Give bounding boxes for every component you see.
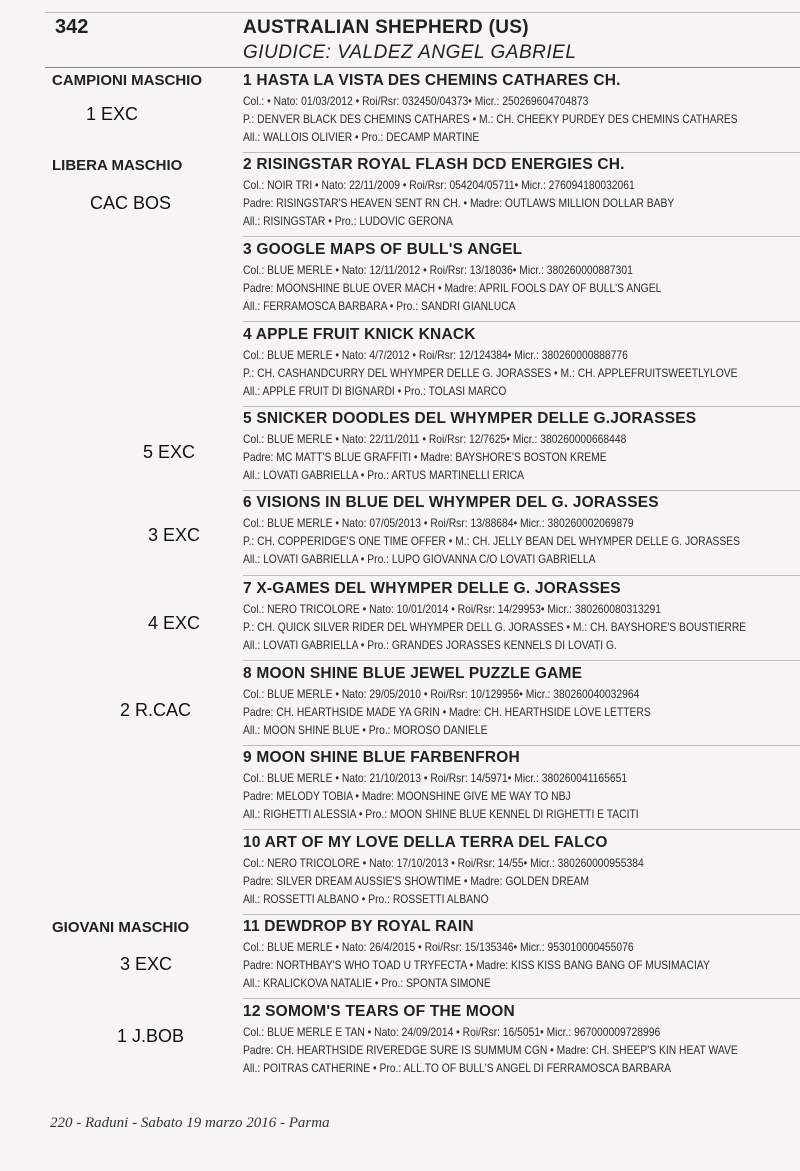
entry-title: 1 HASTA LA VISTA DES CHEMINS CATHARES CH. (243, 72, 621, 89)
result-entry-8: 2 R.CAC (120, 700, 192, 720)
entry-7 (243, 580, 793, 654)
entry-details: Col.: BLUE MERLE E TAN • Nato: 24/09/2014 • Roi/Rsr: 16/5051• Micr.: 967000009728996 (243, 1025, 661, 1039)
entry-breeder: All.: LOVATI GABRIELLA • Pro.: LUPO GIOVANNA C/O LOVATI GABRIELLA (243, 552, 596, 566)
entry-parents: P.: DENVER BLACK DES CHEMINS CATHARES • M.: CH. CHEEKY PURDEY DES CHEMINS CATHARES (243, 112, 738, 126)
entry-parents: Padre: MOONSHINE BLUE OVER MACH • Madre: APRIL FOOLS DAY OF BULL'S ANGEL (243, 281, 662, 295)
entry-details: Col.: BLUE MERLE • Nato: 21/10/2013 • Roi/Rsr: 14/5971• Micr.: 380260041165651 (243, 771, 628, 785)
result-entry-6: 3 EXC (148, 525, 201, 545)
class-label-giovani: GIOVANI MASCHIO (52, 919, 190, 936)
result-entry-12: 1 J.BOB (117, 1026, 185, 1046)
entry-title: 5 SNICKER DOODLES DEL WHYMPER DELLE G.JORASSES (243, 410, 697, 427)
entry-parents: Padre: SILVER DREAM AUSSIE'S SHOWTIME • Madre: GOLDEN DREAM (243, 874, 590, 888)
entry-breeder: All.: KRALICKOVA NATALIE • Pro.: SPONTA SIMONE (243, 976, 491, 990)
result-entry-5: 5 EXC (143, 442, 196, 462)
entry-details: Col.: BLUE MERLE • Nato: 4/7/2012 • Roi/Rsr: 12/124384• Micr.: 380260000888776 (243, 348, 628, 362)
entry-divider (243, 490, 800, 491)
entry-parents: Padre: CH. HEARTHSIDE RIVEREDGE SURE IS SUMMUM CGN • Madre: CH. SHEEP'S KIN HEAT WAVE (243, 1043, 738, 1057)
entry-breeder: All.: POITRAS CATHERINE • Pro.: ALL.TO OF BULL'S ANGEL DI FERRAMOSCA BARBARA (243, 1061, 672, 1075)
entry-6 (243, 494, 793, 568)
entry-divider (243, 914, 800, 915)
entry-title: 12 SOMOM'S TEARS OF THE MOON (243, 1003, 515, 1020)
entry-parents: Padre: RISINGSTAR'S HEAVEN SENT RN CH. • Madre: OUTLAWS MILLION DOLLAR BABY (243, 196, 675, 210)
entry-details: Col.: • Nato: 01/03/2012 • Roi/Rsr: 032450/04373• Micr.: 250269604704873 (243, 94, 589, 108)
result-entry-2: CAC BOS (90, 193, 172, 213)
entry-11 (243, 918, 793, 992)
entry-details: Col.: NERO TRICOLORE • Nato: 17/10/2013 • Roi/Rsr: 14/55• Micr.: 380260000955384 (243, 856, 644, 870)
entry-title: 11 DEWDROP BY ROYAL RAIN (243, 918, 474, 935)
entry-breeder: All.: MOON SHINE BLUE • Pro.: MOROSO DANIELE (243, 723, 488, 737)
entry-4 (243, 326, 793, 400)
entry-divider (243, 745, 800, 746)
entry-details: Col.: BLUE MERLE • Nato: 12/11/2012 • Roi/Rsr: 13/18036• Micr.: 380260000887301 (243, 263, 633, 277)
entry-details: Col.: NOIR TRI • Nato: 22/11/2009 • Roi/Rsr: 054204/05711• Micr.: 276094180032061 (243, 178, 635, 192)
entry-12 (243, 1003, 793, 1077)
result-entry-1: 1 EXC (86, 104, 139, 124)
entry-title: 8 MOON SHINE BLUE JEWEL PUZZLE GAME (243, 665, 583, 682)
entry-parents: P.: CH. QUICK SILVER RIDER DEL WHYMPER DELL G. JORASSES • M.: CH. BAYSHORE'S BOUSTIERRE (243, 620, 747, 634)
entry-title: 2 RISINGSTAR ROYAL FLASH DCD ENERGIES CH. (243, 156, 625, 173)
entry-breeder: All.: WALLOIS OLIVIER • Pro.: DECAMP MARTINE (243, 130, 480, 144)
entry-divider (243, 829, 800, 830)
header-rule (45, 67, 800, 68)
entry-parents: P.: CH. CASHANDCURRY DEL WHYMPER DELLE G. JORASSES • M.: CH. APPLEFRUITSWEETLYLOVE (243, 366, 738, 380)
entry-9 (243, 749, 793, 823)
entry-parents: Padre: MC MATT'S BLUE GRAFFITI • Madre: BAYSHORE'S BOSTON KREME (243, 450, 607, 464)
entry-breeder: All.: ROSSETTI ALBANO • Pro.: ROSSETTI ALBANO (243, 892, 489, 906)
entry-parents: Padre: CH. HEARTHSIDE MADE YA GRIN • Madre: CH. HEARTHSIDE LOVE LETTERS (243, 705, 651, 719)
entry-breeder: All.: RISINGSTAR • Pro.: LUDOVIC GERONA (243, 214, 453, 228)
page-number: 342 (55, 16, 89, 38)
entry-parents: Padre: NORTHBAY'S WHO TOAD U TRYFECTA • Madre: KISS KISS BANG BANG OF MUSIMACIAY (243, 958, 710, 972)
top-rule (45, 12, 800, 13)
entry-10 (243, 834, 793, 908)
entry-breeder: All.: RIGHETTI ALESSIA • Pro.: MOON SHINE BLUE KENNEL DI RIGHETTI E TACITI (243, 807, 639, 821)
entry-breeder: All.: LOVATI GABRIELLA • Pro.: ARTUS MARTINELLI ERICA (243, 468, 525, 482)
entry-parents: P.: CH. COPPERIDGE'S ONE TIME OFFER • M.: CH. JELLY BEAN DEL WHYMPER DELLE G. JORASSES (243, 534, 741, 548)
entry-divider (243, 998, 800, 999)
entry-parents: Padre: MELODY TOBIA • Madre: MOONSHINE GIVE ME WAY TO NBJ (243, 789, 571, 803)
entry-details: Col.: BLUE MERLE • Nato: 29/05/2010 • Roi/Rsr: 10/129956• Micr.: 380260040032964 (243, 687, 640, 701)
entry-title: 10 ART OF MY LOVE DELLA TERRA DEL FALCO (243, 834, 608, 851)
entry-title: 7 X-GAMES DEL WHYMPER DELLE G. JORASSES (243, 580, 621, 597)
entry-3 (243, 241, 793, 315)
entry-title: 3 GOOGLE MAPS OF BULL'S ANGEL (243, 241, 523, 258)
entry-breeder: All.: FERRAMOSCA BARBARA • Pro.: SANDRI GIANLUCA (243, 299, 516, 313)
result-entry-7: 4 EXC (148, 613, 201, 633)
entry-details: Col.: BLUE MERLE • Nato: 07/05/2013 • Roi/Rsr: 13/88684• Micr.: 380260002069879 (243, 516, 634, 530)
entry-divider (243, 321, 800, 322)
entry-title: 4 APPLE FRUIT KNICK KNACK (243, 326, 476, 343)
entry-8 (243, 665, 793, 739)
entry-breeder: All.: APPLE FRUIT DI BIGNARDI • Pro.: TOLASI MARCO (243, 384, 507, 398)
entry-title: 6 VISIONS IN BLUE DEL WHYMPER DEL G. JORASSES (243, 494, 659, 511)
entry-details: Col.: NERO TRICOLORE • Nato: 10/01/2014 • Roi/Rsr: 14/29953• Micr.: 380260080313291 (243, 602, 661, 616)
judge-name: GIUDICE: VALDEZ ANGEL GABRIEL (243, 42, 577, 63)
entry-breeder: All.: LOVATI GABRIELLA • Pro.: GRANDES JORASSES KENNELS DI LOVATI G. (243, 638, 617, 652)
entry-5 (243, 410, 793, 484)
entry-title: 9 MOON SHINE BLUE FARBENFROH (243, 749, 520, 766)
entry-2 (243, 156, 793, 230)
entry-divider (243, 152, 800, 153)
entry-details: Col.: BLUE MERLE • Nato: 22/11/2011 • Roi/Rsr: 12/7625• Micr.: 380260000668448 (243, 432, 627, 446)
entry-divider (243, 660, 800, 661)
breed-title: AUSTRALIAN SHEPHERD (US) (243, 17, 529, 38)
entry-1 (243, 72, 793, 146)
result-entry-11: 3 EXC (120, 954, 173, 974)
entry-divider (243, 575, 800, 576)
class-label-libera: LIBERA MASCHIO (52, 157, 183, 174)
class-label-campioni: CAMPIONI MASCHIO (52, 72, 202, 89)
entry-details: Col.: BLUE MERLE • Nato: 26/4/2015 • Roi/Rsr: 15/135346• Micr.: 953010000455076 (243, 940, 634, 954)
entry-divider (243, 406, 800, 407)
page-footer: 220 - Raduni - Sabato 19 marzo 2016 - Parma (50, 1115, 330, 1131)
entry-divider (243, 236, 800, 237)
